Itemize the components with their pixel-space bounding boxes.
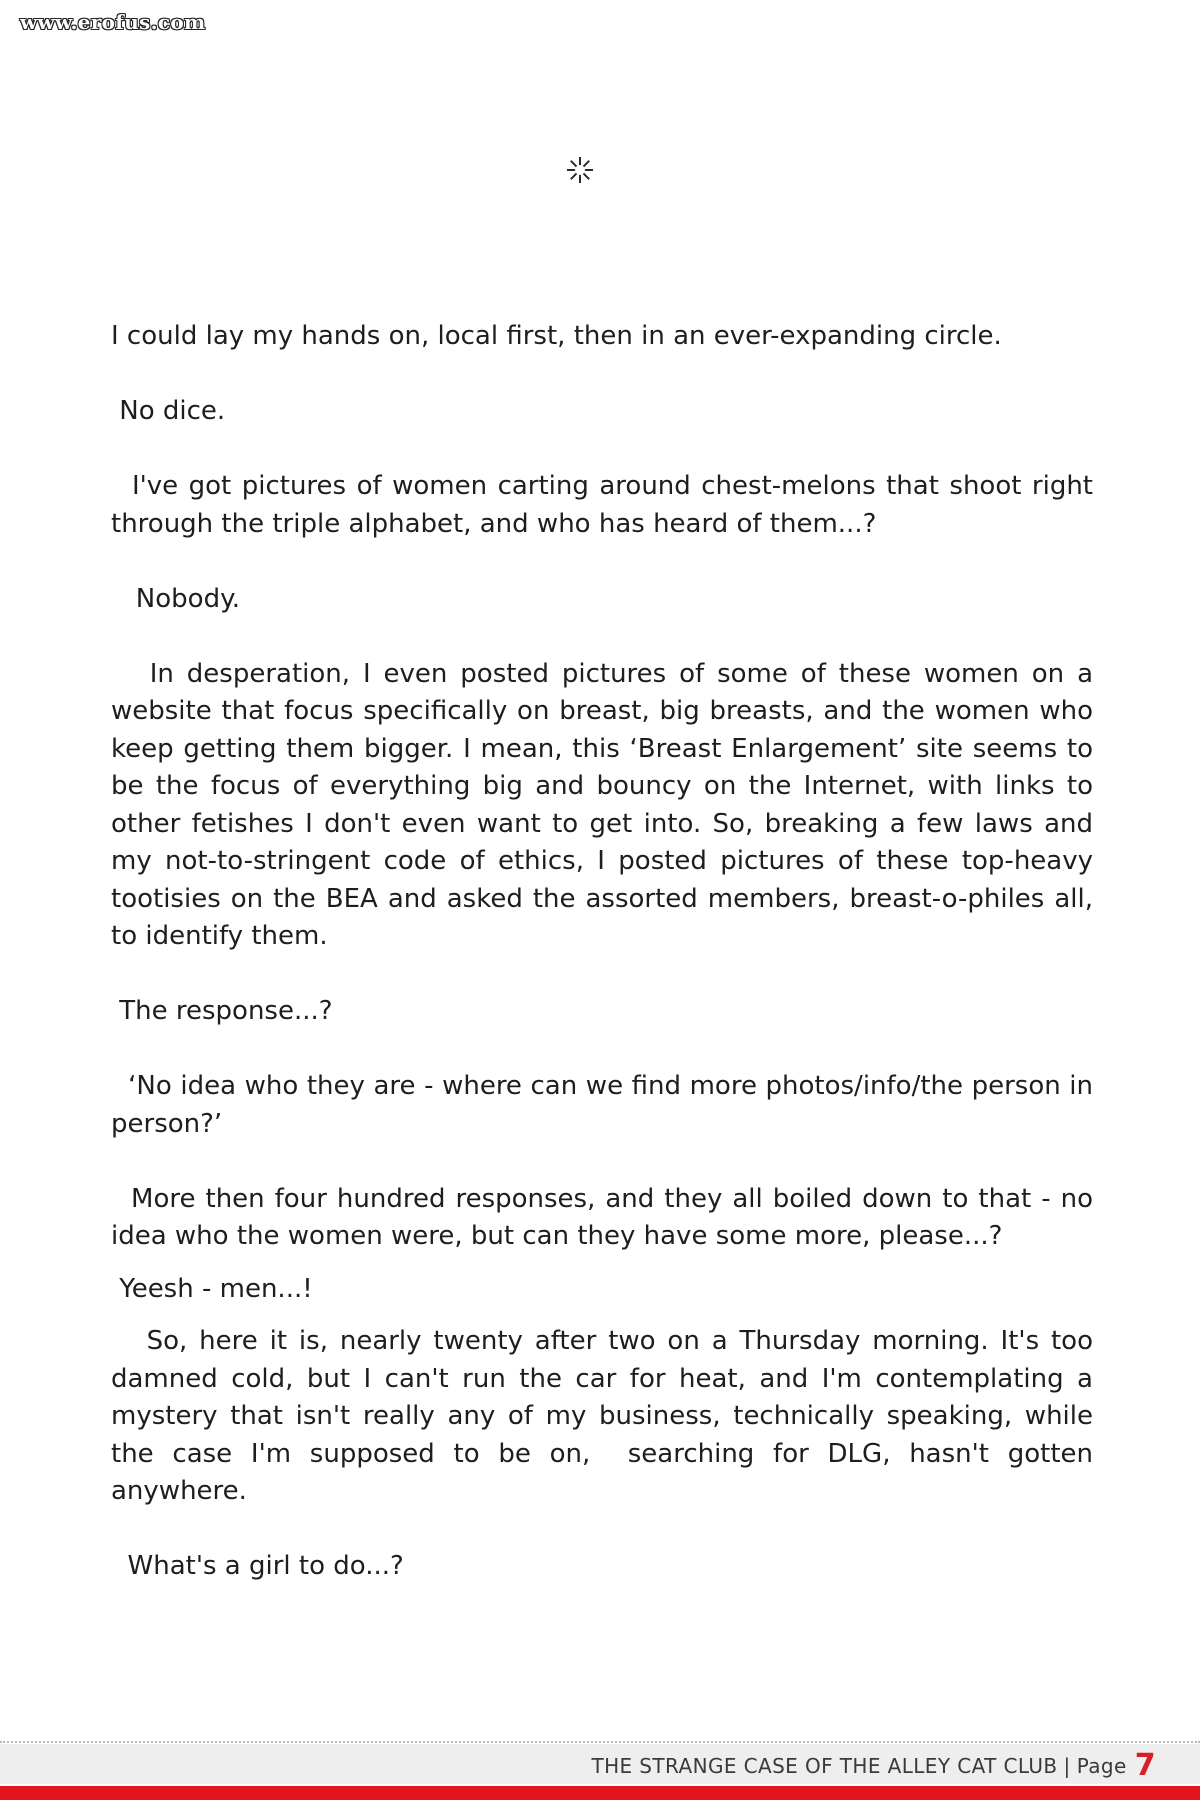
paragraph-8: More then four hundred responses, and they all boiled down to that - no idea who the women were, but can they have some more, please...? — [111, 1183, 1102, 1251]
bottom-accent-bar — [0, 1786, 1200, 1800]
footer-separator: | — [1063, 1754, 1071, 1778]
paragraph-7: ‘No idea who they are - where can we find more photos/info/the person in person?’ — [111, 1071, 1102, 1139]
paragraph-10: So, here it is, nearly twenty after two on a Thursday morning. It's too damned cold, but I can't run the car for heat, and I'm contemplating a mystery that isn't really any of my business, technically speaking, while the case I'm supposed to be on, searching for DLG, hasn't gotten anywhere. — [111, 1326, 1102, 1506]
page-label: Page — [1076, 1754, 1127, 1778]
paragraph-6: The response...? — [111, 996, 333, 1026]
page-footer — [591, 1748, 1156, 1784]
story-text — [111, 318, 1102, 1586]
paragraph-4: Nobody. — [111, 583, 241, 614]
paragraph-3: I've got pictures of women carting around chest-melons that shoot right through the triple alphabet, and who has heard of them...? — [111, 471, 1102, 539]
book-title: THE STRANGE CASE OF THE ALLEY CAT CLUB — [591, 1754, 1058, 1778]
footer-dotted-rule — [0, 1741, 1200, 1743]
paragraph-9: Yeesh - men...! — [111, 1273, 313, 1304]
paragraph-1: I could lay my hands on, local first, then in an ever-expanding circle. — [111, 321, 1002, 351]
paragraph-2: No dice. — [111, 396, 226, 426]
paragraph-11: What's a girl to do...? — [111, 1551, 404, 1581]
site-watermark: www.erofus.com — [20, 10, 206, 34]
page-number: 7 — [1134, 1748, 1156, 1783]
paragraph-5: In desperation, I even posted pictures of some of these women on a website that focus specifically on breast, big breasts, and the women who keep getting them bigger. I mean, this ‘Breast Enlargement’ site seems to be the focus of everything big and bouncy on the Internet, with links to other fetishes I don't even want to get into. So, breaking a few laws and my not-to-stringent code of ethics, I posted pictures of these top-heavy tootisies on the BEA and asked the assorted members, breast-o-philes all, to identify them. — [111, 658, 1102, 951]
